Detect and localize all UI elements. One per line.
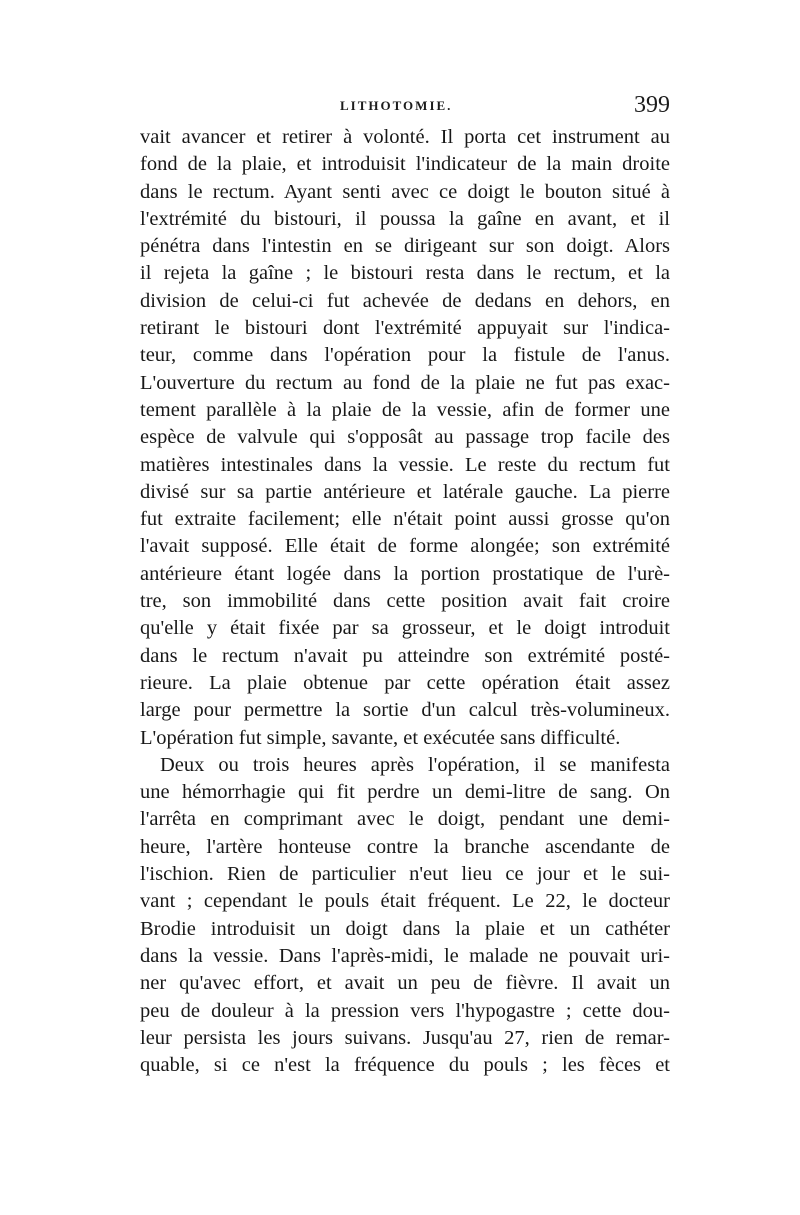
text-line: rieure. La plaie obtenue par cette opération était assez (140, 671, 670, 694)
text-line: vait avancer et retirer à volonté. Il porta cet instrument au (140, 126, 670, 148)
text-line: matières intestinales dans la vessie. Le reste du rectum fut (140, 453, 670, 476)
text-line: l'ischion. Rien de particulier n'eut lieu ce jour et le sui- (140, 863, 670, 886)
text-line: dans la vessie. Dans l'après-midi, le malade ne pouvait uri- (140, 944, 670, 967)
text-line: vant ; cependant le pouls était fréquent. Le 22, le docteur (140, 890, 670, 913)
text-line: ner qu'avec effort, et avait un peu de fièvre. Il avait un (140, 972, 670, 995)
text-line: peu de douleur à la pression vers l'hypogastre ; cette dou- (140, 999, 670, 1022)
text-line: antérieure étant logée dans la portion prostatique de l'urè- (140, 562, 670, 585)
text-line: divisé sur sa partie antérieure et latérale gauche. La pierre (140, 480, 670, 503)
text-line: l'arrêta en comprimant avec le doigt, pendant une demi- (140, 808, 670, 831)
text-line: division de celui-ci fut achevée de dedans en dehors, en (140, 289, 670, 312)
text-line: l'avait supposé. Elle était de forme alongée; son extrémité (140, 535, 670, 558)
text-line: teur, comme dans l'opération pour la fistule de l'anus. (140, 344, 670, 367)
text-line: dans le rectum n'avait pu atteindre son extrémité posté- (140, 644, 670, 667)
text-line: tre, son immobilité dans cette position avait fait croire (140, 590, 670, 613)
text-line: fond de la plaie, et introduisit l'indicateur de la main droite (140, 153, 670, 176)
page-number: 399 (634, 92, 670, 118)
text-line: leur persista les jours suivans. Jusqu'au 27, rien de remar- (140, 1026, 670, 1049)
text-line: dans le rectum. Ayant senti avec ce doigt le bouton situé à (140, 180, 670, 203)
text-line: une hémorrhagie qui fit perdre un demi-litre de sang. On (140, 781, 670, 804)
text-line: qu'elle y était fixée par sa grosseur, et le doigt introduit (140, 617, 670, 640)
text-line: retirant le bistouri dont l'extrémité appuyait sur l'indica- (140, 317, 670, 340)
text-line: Deux ou trois heures après l'opération, il se manifesta (160, 753, 670, 776)
text-line: pénétra dans l'intestin en se dirigeant sur son doigt. Alors (140, 235, 670, 258)
text-line: L'opération fut simple, savante, et exécutée sans difficulté. (140, 726, 621, 749)
text-line: L'ouverture du rectum au fond de la plaie ne fut pas exac- (140, 371, 670, 394)
body-text (140, 124, 670, 1079)
text-line: tement parallèle à la plaie de la vessie, afin de former une (140, 398, 670, 421)
text-line: large pour permettre la sortie d'un calcul très-volumineux. (140, 699, 670, 722)
text-line: quable, si ce n'est la fréquence du pouls ; les fèces et (140, 1054, 670, 1077)
text-line: fut extraite facilement; elle n'était point aussi grosse qu'on (140, 508, 670, 531)
running-title: LITHOTOMIE. (340, 98, 453, 113)
text-line: il rejeta la gaîne ; le bistouri resta dans le rectum, et la (140, 262, 670, 285)
running-head (140, 92, 670, 124)
text-line: l'extrémité du bistouri, il poussa la gaîne en avant, et il (140, 207, 670, 230)
text-line: espèce de valvule qui s'opposât au passage trop facile des (140, 426, 670, 449)
text-line: heure, l'artère honteuse contre la branche ascendante de (140, 835, 670, 858)
text-line: Brodie introduisit un doigt dans la plaie et un cathéter (140, 917, 670, 940)
